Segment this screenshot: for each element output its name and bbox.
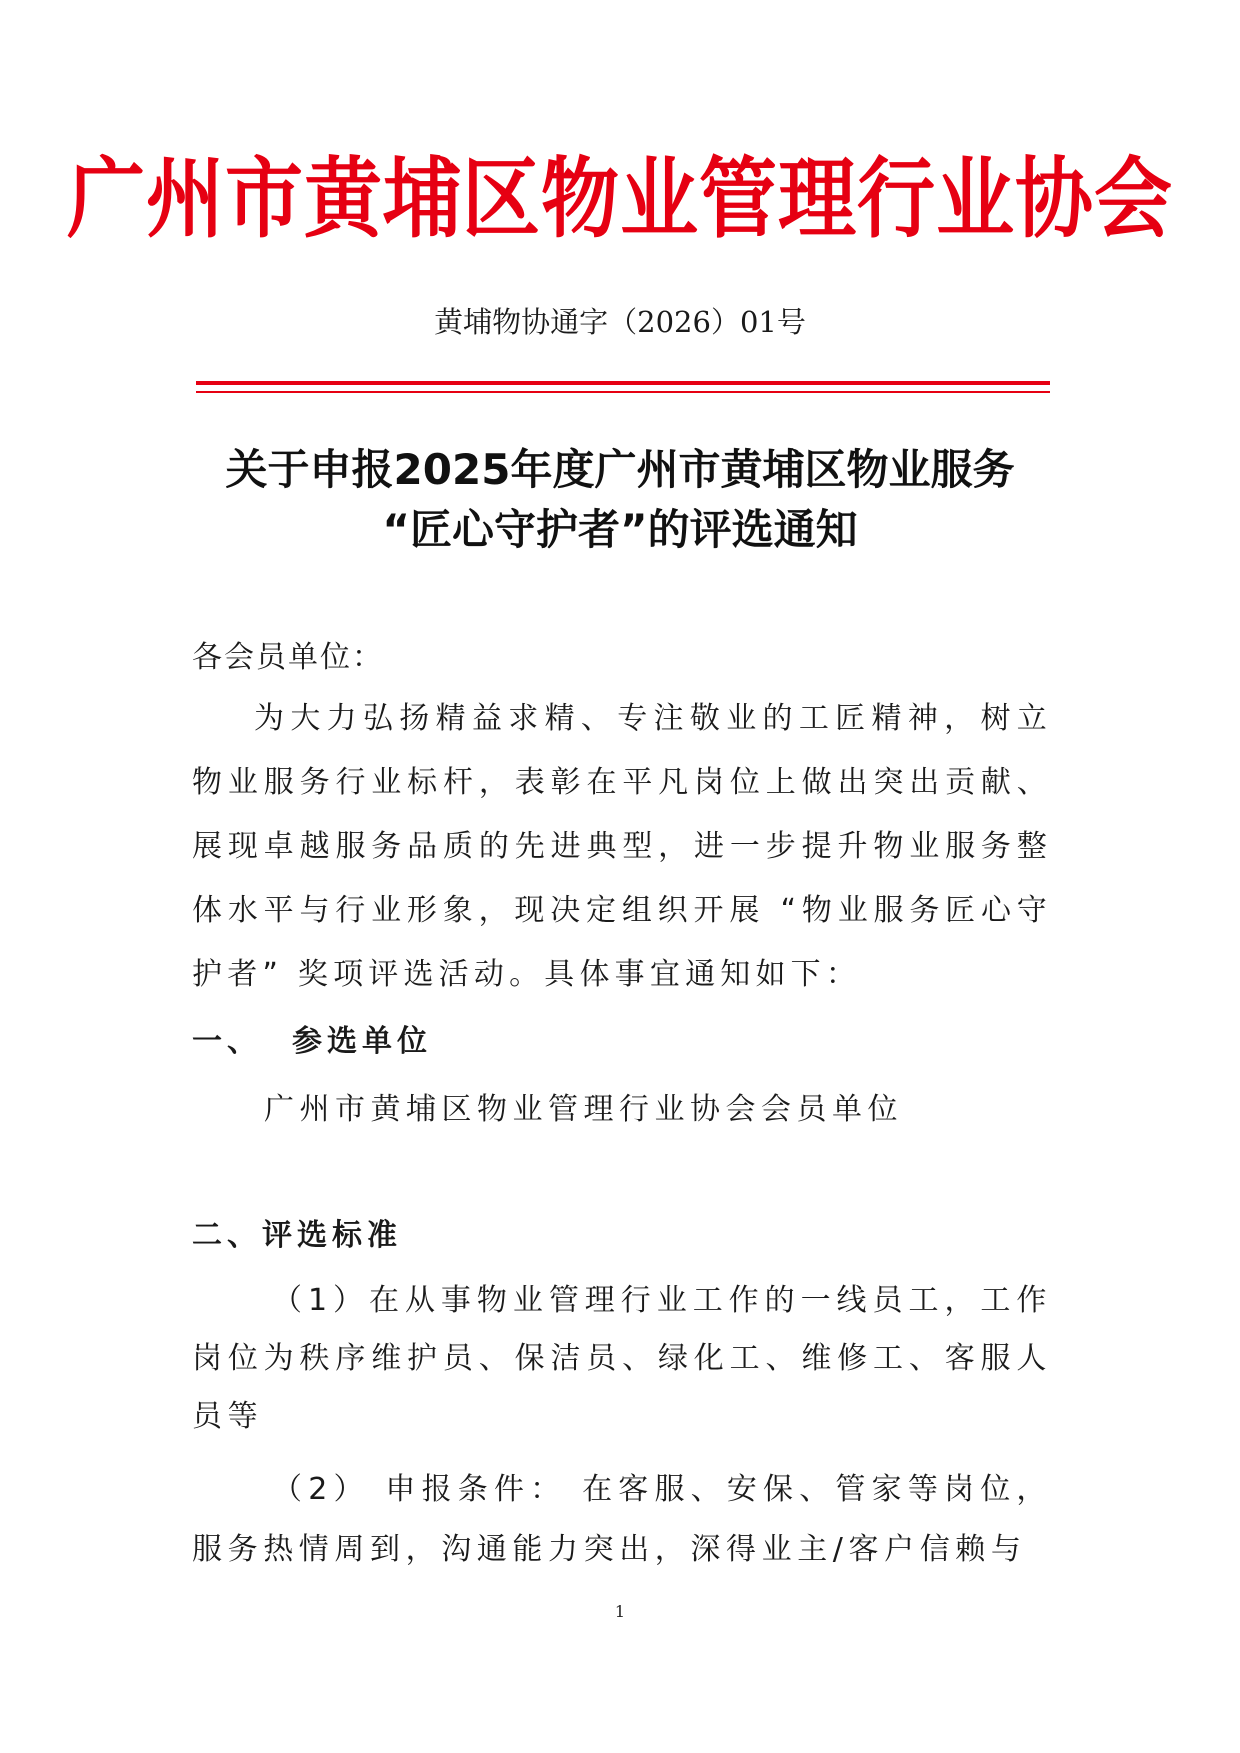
organization-header: 广州市黄埔区物业管理行业协会 — [66, 149, 1173, 251]
header-divider-thick — [196, 381, 1050, 385]
section-1-number: 一、 — [192, 1024, 262, 1059]
salutation: 各会员单位： — [192, 640, 384, 675]
title-line-2: “匠心守护者”的评选通知 — [382, 505, 858, 554]
section-1-heading — [192, 1010, 1052, 1074]
page-number: 1 — [614, 1602, 626, 1621]
criteria-item-1: （1）在从事物业管理行业工作的一线员工，工作岗位为秩序维护员、保洁员、绿化工、维修工、客服人员等 — [192, 1283, 1052, 1434]
header-divider-thin — [196, 391, 1050, 393]
section-2-heading: 二、评选标准 — [192, 1218, 402, 1253]
document-number: 黄埔物协通字（2026）01号 — [434, 305, 806, 339]
section-1-title: 参选单位 — [292, 1024, 432, 1059]
criteria-item-2: （2） 申报条件： 在客服、安保、管家等岗位，服务热情周到，沟通能力突出，深得业主/客户信赖与 — [192, 1472, 1052, 1567]
document-title — [150, 440, 1090, 560]
title-line-1: 关于申报2025年度广州市黄埔区物业服务 — [225, 445, 1015, 494]
section-1-content: 广州市黄埔区物业管理行业协会会员单位 — [264, 1092, 903, 1127]
intro-paragraph: 为大力弘扬精益求精、专注敬业的工匠精神，树立物业服务行业标杆，表彰在平凡岗位上做出突出贡献、展现卓越服务品质的先进典型，进一步提升物业服务整体水平与行业形象，现决定组织开展 “物业服务匠心守护者” 奖项评选活动。具体事宜通知如下： — [192, 701, 1052, 992]
